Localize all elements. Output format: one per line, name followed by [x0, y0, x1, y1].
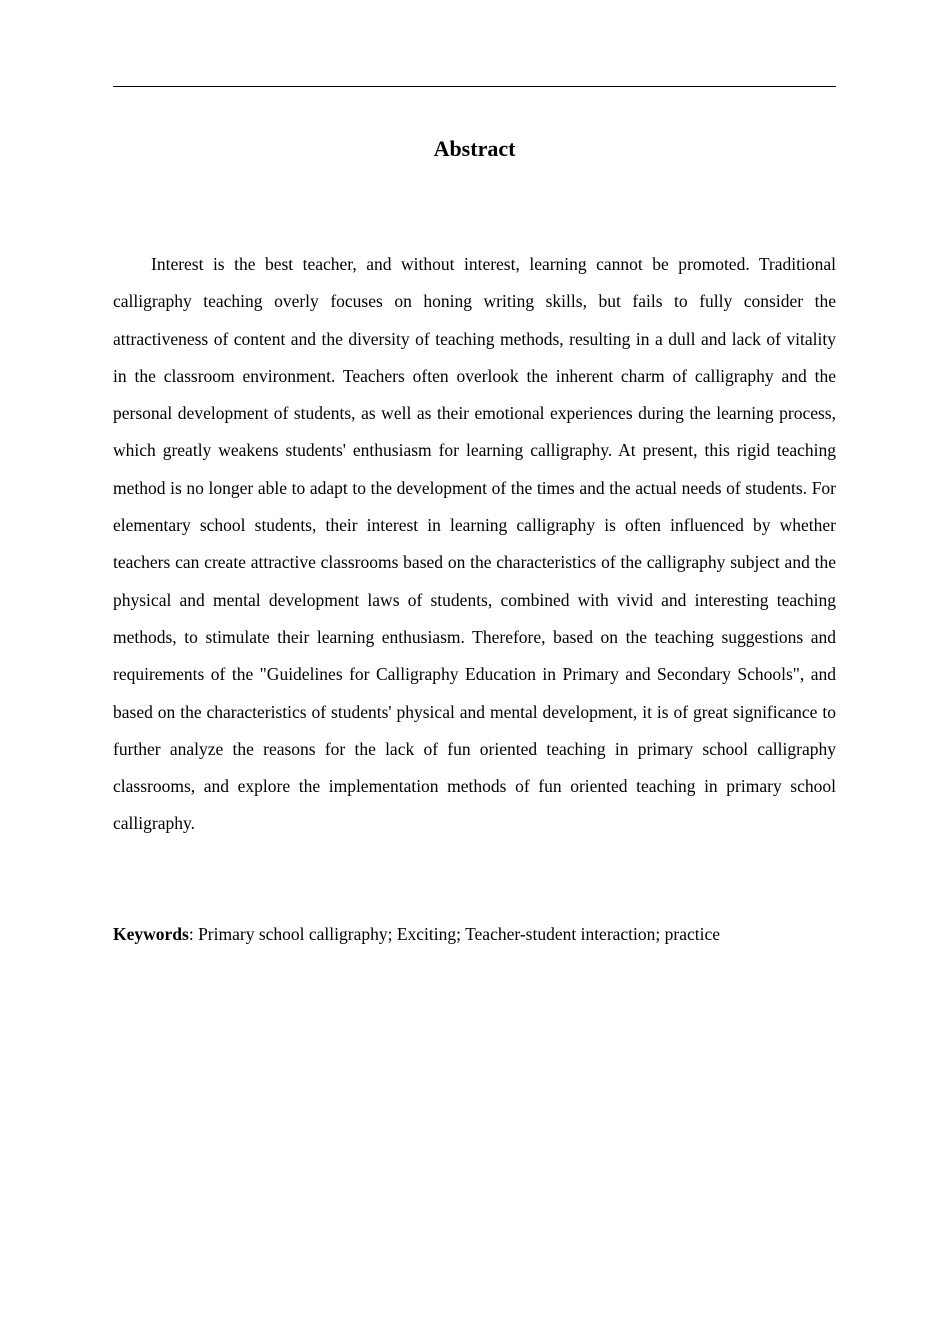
keywords-line	[113, 916, 836, 953]
keywords-separator: :	[188, 924, 199, 944]
keywords-text: Primary school calligraphy; Exciting; Teacher-student interaction; practice	[198, 924, 721, 944]
abstract-body: Interest is the best teacher, and without interest, learning cannot be promoted. Traditional calligraphy teaching overly focuses on honing writing skills, but fails to fully consider the attractiveness of content and the diversity of teaching methods, resulting in a dull and lack of vitality in the classroom environment. Teachers often overlook the inherent charm of calligraphy and the personal development of students, as well as their emotional experiences during the learning process, which greatly weakens students' enthusiasm for learning calligraphy. At present, this rigid teaching method is no longer able to adapt to the development of the times and the actual needs of students. For elementary school students, their interest in learning calligraphy is often influenced by whether teachers can create attractive classrooms based on the characteristics of the calligraphy subject and the physical and mental development laws of students, combined with vivid and interesting teaching methods, to stimulate their learning enthusiasm. Therefore, based on the teaching suggestions and requirements of the "Guidelines for Calligraphy Education in Primary and Secondary Schools", and based on the characteristics of students' physical and mental development, it is of great significance to further analyze the reasons for the lack of fun oriented teaching in primary school calligraphy classrooms, and explore the implementation methods of fun oriented teaching in primary school calligraphy.	[113, 254, 836, 834]
page-title: Abstract	[433, 136, 516, 161]
keywords-label: Keywords	[113, 924, 189, 944]
header-rule	[113, 86, 836, 87]
